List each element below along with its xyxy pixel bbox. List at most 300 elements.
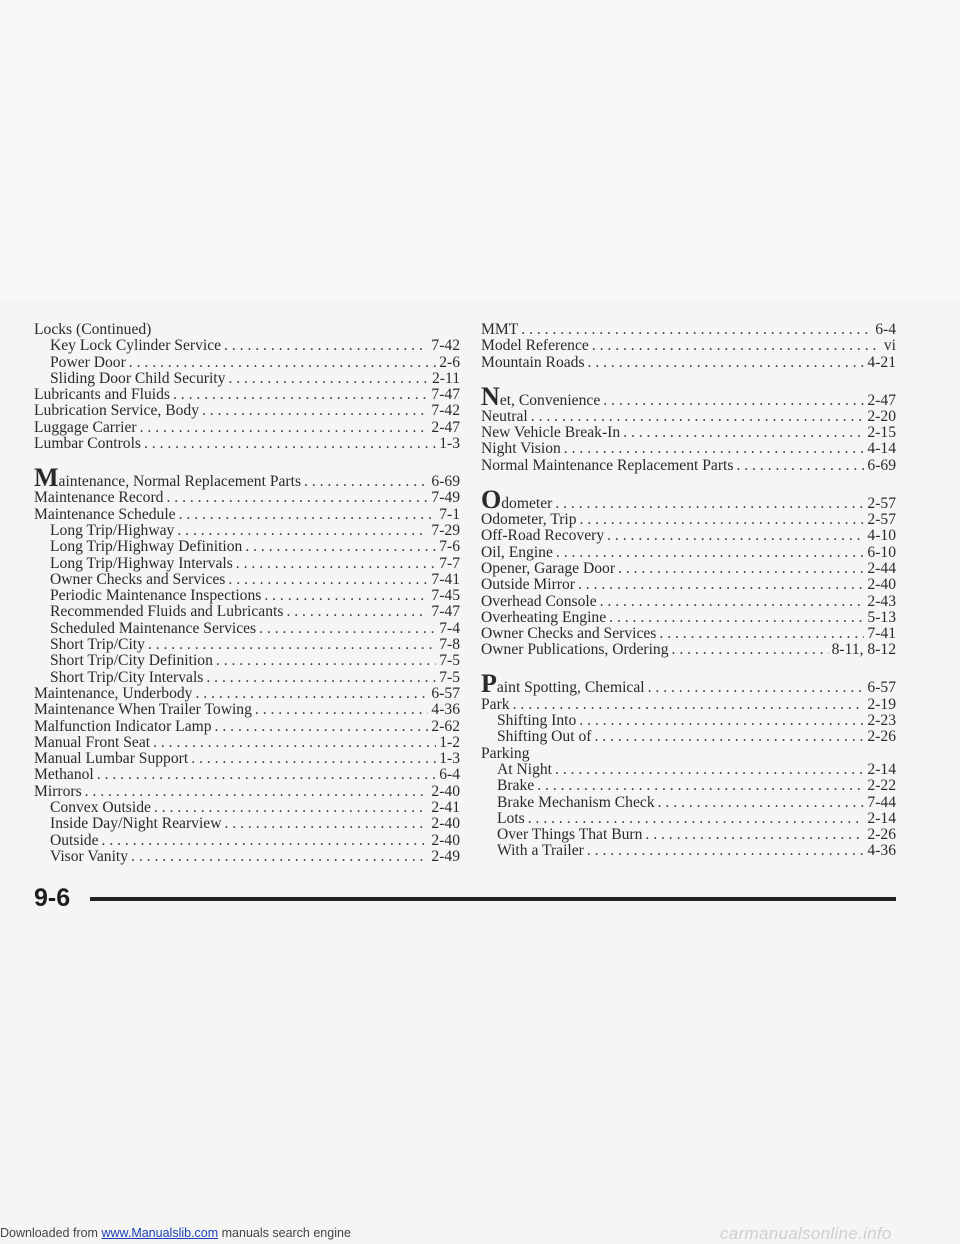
page-reference: 1-2	[439, 733, 460, 751]
dot-leader	[609, 610, 864, 626]
entry-text: Oil, Engine	[481, 543, 553, 561]
entry-label	[50, 621, 256, 637]
entry-text: Shifting Into	[497, 712, 577, 730]
dot-leader	[594, 729, 864, 745]
entry-text: Opener, Garage Door	[481, 559, 616, 577]
page-reference: 7-1	[439, 505, 460, 523]
page-reference: 4-36	[431, 701, 460, 719]
page-reference: 7-44	[867, 793, 896, 811]
watermark-prefix: Downloaded from	[0, 1226, 102, 1240]
entry-text: Power Door	[50, 353, 126, 371]
index-entry	[481, 425, 896, 441]
index-entry	[34, 436, 460, 452]
entry-label	[34, 490, 163, 506]
dot-leader	[85, 784, 429, 800]
entry-label	[50, 816, 222, 832]
index-entry	[34, 719, 460, 735]
index-subentry	[481, 795, 896, 811]
page-reference: 7-4	[439, 619, 460, 637]
index-heading: Locks (Continued)	[34, 321, 152, 338]
entry-text: Maintenance, Underbody	[34, 684, 193, 702]
dot-leader	[659, 626, 864, 642]
manualslib-link[interactable]: www.Manualslib.com	[101, 1226, 219, 1240]
dot-leader	[521, 322, 872, 338]
entry-text: New Vehicle Break-In	[481, 424, 621, 442]
entry-text: Overheating Engine	[481, 608, 607, 626]
index-subentry	[34, 588, 460, 604]
entry-text: Outside	[50, 831, 99, 849]
page-reference: 2-43	[867, 592, 896, 610]
page-reference: 6-4	[439, 766, 460, 784]
entry-label	[50, 355, 126, 371]
dot-leader	[166, 490, 428, 506]
dot-leader	[97, 767, 436, 783]
dot-leader	[555, 496, 864, 512]
page-reference: 2-40	[431, 782, 460, 800]
entry-text: Convex Outside	[50, 799, 151, 817]
entry-label	[34, 751, 188, 767]
index-entry	[34, 686, 460, 702]
page-reference: 2-40	[867, 576, 896, 594]
dot-leader	[556, 545, 865, 561]
entry-label	[497, 729, 591, 745]
section-gap	[34, 452, 460, 470]
entry-text: Scheduled Maintenance Services	[50, 619, 257, 637]
entry-text: Normal Maintenance Replacement Parts	[481, 456, 734, 474]
section-gap	[481, 474, 896, 492]
page-reference: 2-44	[867, 559, 896, 577]
index-subentry	[481, 729, 896, 745]
dot-leader	[286, 604, 428, 620]
index-subentry	[34, 371, 460, 387]
index-entry	[481, 512, 896, 528]
index-subentry	[481, 762, 896, 778]
index-subentry	[34, 604, 460, 620]
page-reference: 8-11, 8-12	[831, 641, 896, 659]
page-reference: 1-3	[439, 435, 460, 453]
dot-leader	[603, 393, 864, 409]
site-watermark: carmanualsonline.info	[720, 1224, 892, 1243]
section-initial: O	[481, 484, 502, 514]
page-reference: 7-41	[431, 570, 460, 588]
index-entry	[481, 484, 896, 514]
entry-label	[497, 778, 534, 794]
dot-leader	[607, 528, 864, 544]
index-entry	[481, 697, 896, 713]
index-column-left	[34, 322, 460, 865]
entry-label	[481, 626, 656, 642]
page-reference: 2-57	[867, 511, 896, 529]
entry-label	[481, 512, 577, 528]
dot-leader	[215, 719, 429, 735]
page-reference: 7-49	[431, 489, 460, 507]
entry-text: Lumbar Controls	[34, 435, 141, 453]
entry-text: Short Trip/City Definition	[50, 652, 213, 670]
entry-label	[481, 441, 561, 457]
page-reference: 6-57	[867, 679, 896, 697]
entry-label	[481, 610, 606, 626]
download-watermark	[0, 1226, 351, 1240]
page-reference: 7-29	[431, 521, 460, 539]
index-entry	[34, 463, 460, 493]
dot-leader	[578, 577, 864, 593]
entry-label	[50, 338, 221, 354]
index-entry	[481, 610, 896, 626]
index-subentry	[481, 811, 896, 827]
entry-label	[481, 642, 669, 658]
page-top-margin	[0, 0, 960, 300]
entry-text: Lubricants and Fluids	[34, 386, 170, 404]
entry-text: With a Trailer	[497, 842, 584, 860]
page-reference: 6-4	[875, 321, 896, 338]
page-reference: 2-40	[431, 815, 460, 833]
index-subentry	[34, 355, 460, 371]
index-entry	[481, 409, 896, 425]
index-entry	[34, 387, 460, 403]
entry-label	[481, 322, 518, 338]
dot-leader	[623, 425, 864, 441]
page-reference: 2-62	[431, 717, 460, 735]
index-subentry	[34, 670, 460, 686]
entry-text: Model Reference	[481, 337, 589, 355]
entry-label	[50, 572, 225, 588]
page-reference: 2-47	[867, 391, 896, 409]
dot-leader	[592, 338, 881, 354]
index-subentry	[34, 523, 460, 539]
page-reference: 2-47	[431, 418, 460, 436]
index-entry	[481, 669, 896, 699]
entry-text: Odometer, Trip	[481, 511, 577, 529]
entry-text: Long Trip/Highway Intervals	[50, 554, 233, 572]
entry-text: Manual Front Seat	[34, 733, 151, 751]
entry-label	[34, 702, 252, 718]
entry-text: et, Convenience	[499, 391, 601, 409]
dot-leader	[140, 420, 429, 436]
index-entry	[481, 545, 896, 561]
entry-label	[481, 338, 589, 354]
dot-leader	[255, 702, 429, 718]
entry-label	[481, 561, 615, 577]
dot-leader	[102, 833, 429, 849]
entry-label	[481, 528, 604, 544]
dot-leader	[672, 642, 829, 658]
entry-label	[34, 463, 302, 493]
page-reference: 1-3	[439, 750, 460, 768]
page-reference: 6-69	[431, 473, 460, 491]
entry-text: Inside Day/Night Rearview	[50, 815, 222, 833]
index-subentry	[34, 816, 460, 832]
dot-leader	[224, 338, 428, 354]
entry-label	[34, 686, 192, 702]
dot-leader	[580, 512, 865, 528]
dot-leader	[206, 670, 436, 686]
page-reference: 2-14	[867, 809, 896, 827]
page-reference: 2-20	[867, 407, 896, 425]
entry-label	[50, 556, 233, 572]
dot-leader	[264, 588, 428, 604]
page-reference: 2-22	[867, 777, 896, 795]
index-subentry	[481, 778, 896, 794]
index-subentry	[481, 843, 896, 859]
entry-text: Manual Lumbar Support	[34, 750, 189, 768]
dot-leader	[588, 355, 865, 371]
entry-text: Luggage Carrier	[34, 418, 137, 436]
entry-text: Key Lock Cylinder Service	[50, 337, 222, 355]
dot-leader	[736, 458, 864, 474]
watermark-suffix: manuals search engine	[218, 1226, 351, 1240]
index-entry	[481, 642, 896, 658]
dot-leader	[513, 697, 865, 713]
entry-text: Visor Vanity	[50, 847, 129, 865]
entry-text: Mirrors	[34, 782, 82, 800]
entry-label	[34, 420, 137, 436]
page-reference: 6-10	[867, 543, 896, 561]
entry-text: Maintenance When Trailer Towing	[34, 701, 252, 719]
entry-text: Overhead Console	[481, 592, 597, 610]
dot-leader	[148, 637, 436, 653]
entry-label	[497, 713, 576, 729]
dot-leader	[645, 827, 864, 843]
dot-leader	[236, 556, 436, 572]
dot-leader	[648, 680, 865, 696]
entry-label	[497, 843, 584, 859]
dot-leader	[173, 387, 428, 403]
dot-leader	[177, 523, 428, 539]
entry-label	[481, 594, 597, 610]
index-entry	[34, 767, 460, 783]
dot-leader	[555, 762, 864, 778]
page-reference: 2-14	[867, 760, 896, 778]
entry-label	[481, 425, 620, 441]
page-reference: 2-15	[867, 424, 896, 442]
entry-text: Short Trip/City	[50, 636, 145, 654]
index-subentry	[34, 800, 460, 816]
page-number: 9-6	[34, 884, 71, 912]
page-reference: 7-7	[439, 554, 460, 572]
index-subentry	[481, 713, 896, 729]
entry-text: Neutral	[481, 407, 528, 425]
index-heading: Parking	[481, 744, 530, 762]
dot-leader	[259, 621, 436, 637]
index-entry	[481, 577, 896, 593]
index-entry	[481, 458, 896, 474]
dot-leader	[537, 778, 864, 794]
page-reference: 2-26	[867, 826, 896, 844]
entry-text: Maintenance Schedule	[34, 505, 176, 523]
index-subentry	[34, 572, 460, 588]
dot-leader	[579, 713, 864, 729]
entry-label	[50, 849, 128, 865]
entry-label	[50, 523, 174, 539]
dot-leader	[528, 811, 865, 827]
entry-text: Malfunction Indicator Lamp	[34, 717, 212, 735]
index-entry	[481, 338, 896, 354]
entry-label	[34, 719, 212, 735]
dot-leader	[658, 795, 865, 811]
entry-text: Outside Mirror	[481, 576, 575, 594]
index-subentry	[34, 539, 460, 555]
page-reference: 7-5	[439, 668, 460, 686]
index-entry	[34, 751, 460, 767]
index-subentry	[34, 653, 460, 669]
page-reference: 7-47	[431, 603, 460, 621]
entry-text: Periodic Maintenance Inspections	[50, 587, 262, 605]
index-subentry	[34, 833, 460, 849]
index-entry	[481, 441, 896, 457]
entry-label	[497, 762, 552, 778]
footer-rule	[90, 897, 896, 901]
entry-label	[50, 539, 242, 555]
index-entry	[481, 594, 896, 610]
page-reference: 2-19	[867, 695, 896, 713]
entry-text: Owner Checks and Services	[481, 625, 657, 643]
entry-text: Brake Mechanism Check	[497, 793, 655, 811]
index-subentry	[34, 637, 460, 653]
entry-label	[481, 697, 510, 713]
index-entry	[481, 322, 896, 338]
entry-text: Long Trip/Highway Definition	[50, 538, 243, 556]
page-reference: 7-41	[867, 625, 896, 643]
index-subentry	[34, 556, 460, 572]
entry-label	[481, 409, 528, 425]
entry-label	[50, 588, 261, 604]
page-reference: 2-40	[431, 831, 460, 849]
entry-text: Lots	[497, 809, 525, 827]
index-subentry	[34, 849, 460, 865]
page-reference: 2-49	[431, 847, 460, 865]
dot-leader	[202, 403, 428, 419]
dot-leader	[245, 539, 436, 555]
page-reference: 6-57	[431, 684, 460, 702]
dot-leader	[153, 735, 436, 751]
entry-text: Off-Road Recovery	[481, 527, 605, 545]
dot-leader	[304, 474, 428, 490]
dot-leader	[131, 849, 428, 865]
index-entry	[34, 420, 460, 436]
entry-label	[481, 381, 601, 411]
dot-leader	[179, 507, 437, 523]
index-entry	[34, 490, 460, 506]
entry-label	[34, 436, 141, 452]
page-reference: 2-23	[867, 712, 896, 730]
index-column-right	[481, 322, 896, 860]
section-initial: P	[481, 669, 497, 699]
entry-text: At Night	[497, 760, 553, 778]
dot-leader	[564, 441, 865, 457]
page-reference: 7-47	[431, 386, 460, 404]
page-reference: 2-11	[431, 369, 460, 387]
entry-text: Short Trip/City Intervals	[50, 668, 204, 686]
entry-text: Mountain Roads	[481, 353, 585, 371]
page-reference: 7-42	[431, 402, 460, 420]
dot-leader	[195, 686, 428, 702]
page-reference: 4-21	[867, 353, 896, 371]
entry-label	[50, 800, 151, 816]
page-reference: 7-45	[431, 587, 460, 605]
index-entry	[481, 355, 896, 371]
entry-text: Park	[481, 695, 510, 713]
entry-label	[481, 355, 585, 371]
page-reference: 7-8	[439, 636, 460, 654]
index-entry	[34, 507, 460, 523]
page-reference: 7-42	[431, 337, 460, 355]
index-entry	[34, 403, 460, 419]
entry-text: Long Trip/Highway	[50, 521, 175, 539]
dot-leader	[600, 594, 865, 610]
dot-leader	[225, 816, 429, 832]
entry-text: Lubrication Service, Body	[34, 402, 199, 420]
entry-text: Owner Checks and Services	[50, 570, 226, 588]
entry-label	[50, 833, 99, 849]
index-entry	[481, 381, 896, 411]
entry-label	[481, 484, 553, 514]
entry-text: Maintenance Record	[34, 489, 164, 507]
entry-label	[481, 577, 575, 593]
dot-leader	[154, 800, 428, 816]
entry-text: dometer	[501, 494, 553, 512]
section-initial: N	[481, 381, 500, 411]
index-entry	[481, 528, 896, 544]
dot-leader	[144, 436, 436, 452]
entry-text: Brake	[497, 777, 535, 795]
entry-text: Night Vision	[481, 440, 561, 458]
page-reference: 6-69	[867, 456, 896, 474]
page-reference: 4-36	[867, 842, 896, 860]
entry-label	[50, 371, 225, 387]
page-reference: 2-41	[431, 799, 460, 817]
section-initial: M	[34, 463, 59, 493]
entry-label	[34, 767, 94, 783]
index-subentry	[34, 338, 460, 354]
entry-label	[50, 670, 203, 686]
index-entry	[34, 735, 460, 751]
index-entry	[34, 702, 460, 718]
page-reference: 7-6	[439, 538, 460, 556]
entry-text: Owner Publications, Ordering	[481, 641, 669, 659]
dot-leader	[531, 409, 865, 425]
entry-label	[50, 604, 283, 620]
section-gap	[481, 659, 896, 677]
entry-label	[34, 784, 82, 800]
entry-text: Shifting Out of	[497, 728, 592, 746]
entry-label	[481, 458, 733, 474]
index-entry	[481, 626, 896, 642]
entry-text: Sliding Door Child Security	[50, 369, 226, 387]
entry-text: Over Things That Burn	[497, 826, 643, 844]
page-reference: 5-13	[867, 608, 896, 626]
page-reference: 2-57	[867, 494, 896, 512]
dot-leader	[216, 653, 436, 669]
entry-label	[481, 545, 553, 561]
page-reference: 4-10	[867, 527, 896, 545]
dot-leader	[228, 572, 428, 588]
index-subentry	[34, 621, 460, 637]
page-reference: 4-14	[867, 440, 896, 458]
dot-leader	[228, 371, 429, 387]
entry-text: MMT	[481, 321, 519, 338]
entry-label	[50, 637, 145, 653]
entry-label	[34, 507, 176, 523]
dot-leader	[618, 561, 864, 577]
page-reference: 2-26	[867, 728, 896, 746]
entry-text: Methanol	[34, 766, 94, 784]
entry-label	[497, 827, 642, 843]
dot-leader	[587, 843, 865, 859]
entry-text: aint Spotting, Chemical	[496, 679, 645, 697]
dot-leader	[129, 355, 436, 371]
entry-label	[497, 795, 655, 811]
page-reference: 2-6	[439, 353, 460, 371]
